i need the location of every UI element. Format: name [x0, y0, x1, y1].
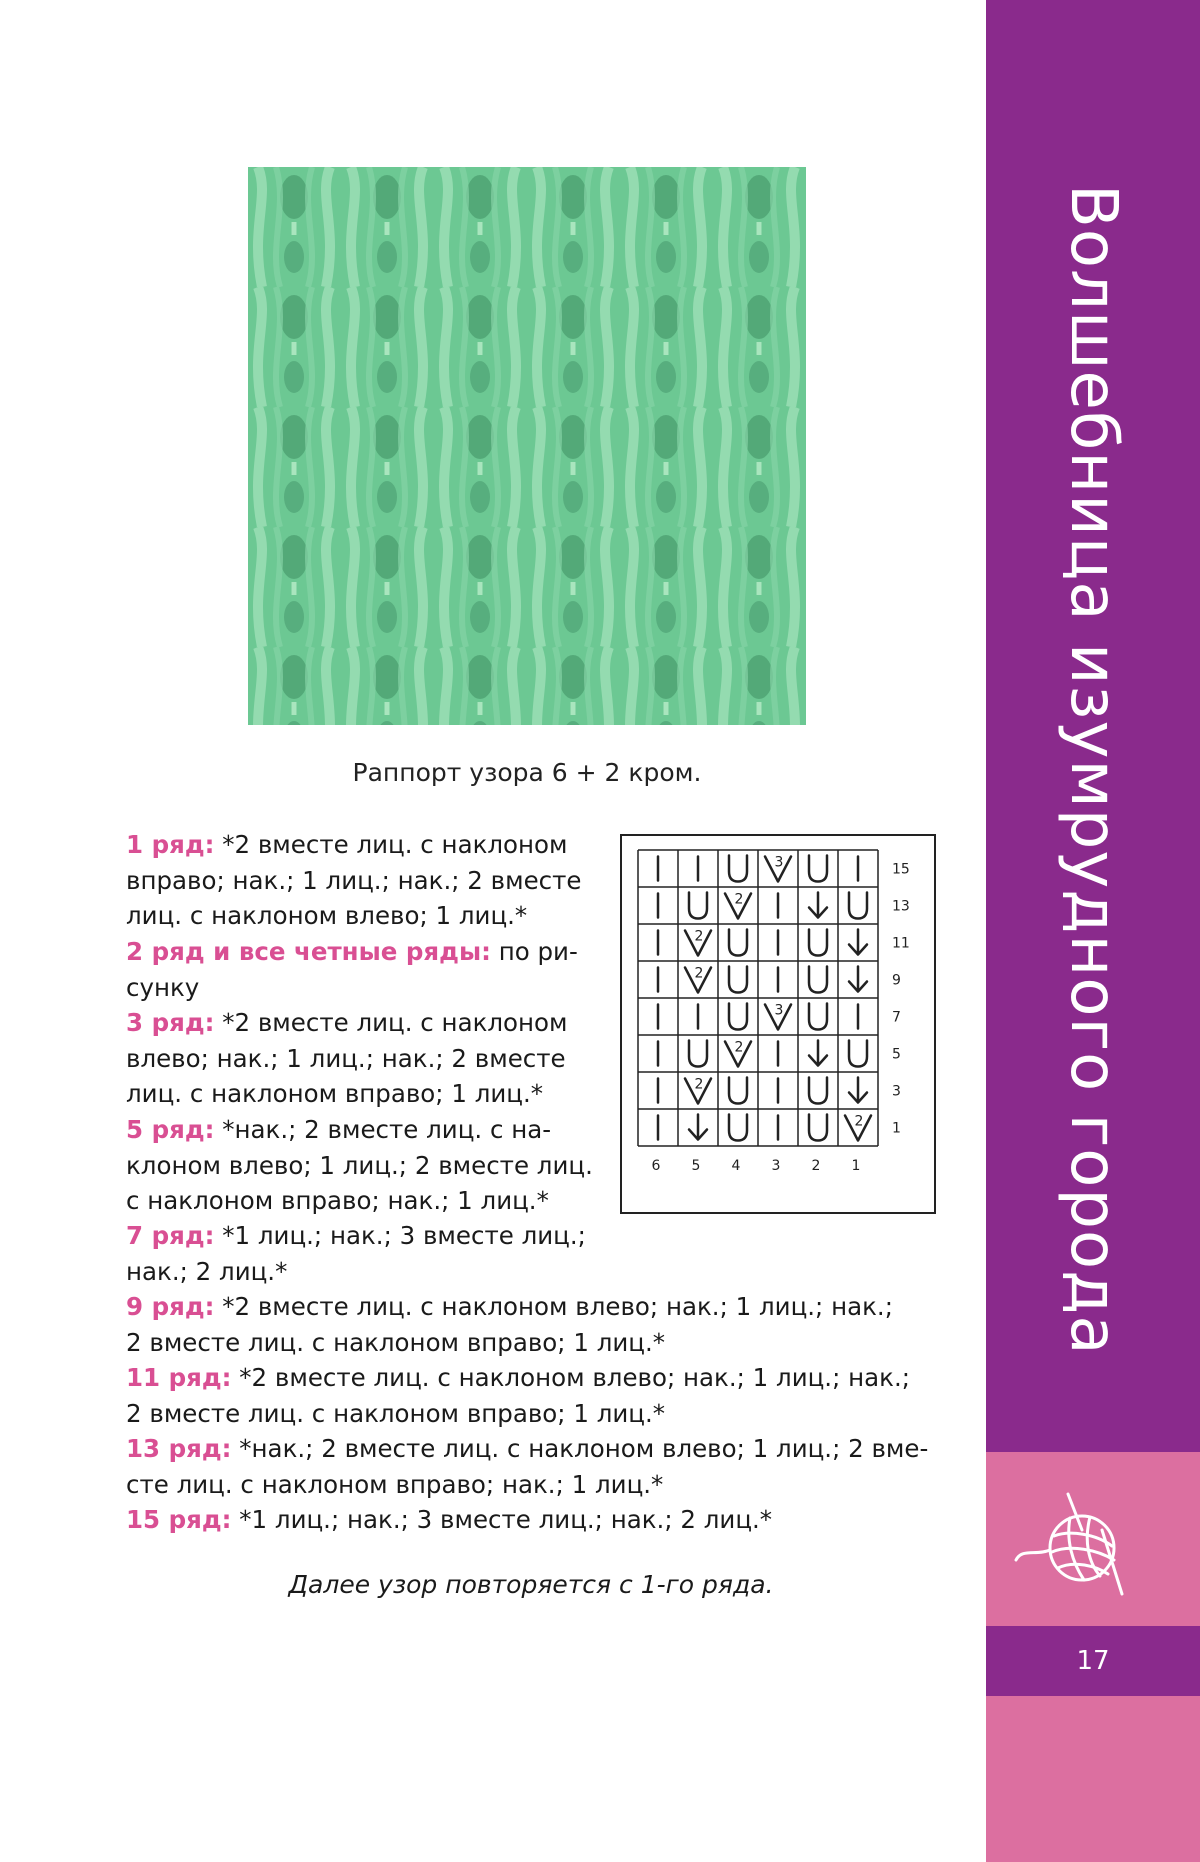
- row-text: клоном влево; 1 лиц.; 2 вместе лиц.: [126, 1150, 593, 1180]
- yarn-over-symbol: [809, 1115, 827, 1141]
- row-text: с наклоном вправо; нак.; 1 лиц.*: [126, 1186, 549, 1215]
- k-together-count: 2: [854, 1113, 864, 1130]
- chart-row-label: 3: [892, 1083, 901, 1100]
- chart-row-label: 11: [892, 935, 910, 952]
- k-together-count: 2: [694, 965, 704, 982]
- k-together-count: 2: [694, 928, 704, 945]
- yarn-over-symbol: [809, 1078, 827, 1104]
- decrease-arrow-symbol: [809, 893, 827, 918]
- row-label: 11 ряд:: [126, 1363, 232, 1392]
- row-text: *2 вместе лиц. с наклоном влево; нак.; 1 лиц.; нак.;: [239, 1363, 910, 1392]
- knitting-chart: [620, 834, 936, 1214]
- row-text: *2 вместе лиц. с наклоном влево; нак.; 1 лиц.; нак.;: [222, 1292, 893, 1321]
- row-text: *1 лиц.; нак.; 3 вместе лиц.;: [222, 1221, 586, 1250]
- yarn-over-symbol: [809, 967, 827, 993]
- swatch-photo: [248, 167, 806, 725]
- k-together-count: 3: [774, 1002, 784, 1019]
- row-text: сунку: [126, 972, 200, 1002]
- row-13-instruction: [126, 1431, 936, 1502]
- page-number: 17: [1076, 1646, 1110, 1676]
- chart-row-label: 13: [892, 898, 910, 915]
- row-text: лиц. с наклоном вправо; 1 лиц.*: [126, 1079, 544, 1108]
- decrease-arrow-symbol: [849, 930, 867, 955]
- k-together-count: 2: [734, 1039, 744, 1056]
- closing-note: Далее узор повторяется с 1-го ряда.: [288, 1570, 774, 1599]
- row-text: нак.; 2 лиц.*: [126, 1256, 288, 1286]
- row-label: 5 ряд:: [126, 1115, 215, 1144]
- yarn-over-symbol: [689, 1041, 707, 1067]
- page-number-bar: [986, 1626, 1200, 1696]
- row-text: 2 вместе лиц. с наклоном вправо; 1 лиц.*: [126, 1327, 665, 1357]
- chart-row-label: 9: [892, 972, 901, 989]
- chart-col-label: 1: [851, 1158, 861, 1174]
- k-together-count: 3: [774, 854, 784, 871]
- row-text: *2 вместе лиц. с наклоном: [222, 830, 568, 859]
- k-together-count: 2: [734, 891, 744, 908]
- row-label: 9 ряд:: [126, 1292, 215, 1321]
- row-5-instruction: [126, 1112, 593, 1219]
- row-text: вправо; нак.; 1 лиц.; нак.; 2 вместе: [126, 865, 582, 895]
- yarn-over-symbol: [849, 893, 867, 919]
- knitting-chart-grid: [622, 836, 934, 1212]
- yarn-over-symbol: [849, 1041, 867, 1067]
- yarn-over-symbol: [729, 930, 747, 956]
- chart-col-label: 5: [691, 1158, 701, 1174]
- chart-row-label: 7: [892, 1009, 901, 1026]
- row-label: 15 ряд:: [126, 1505, 232, 1534]
- row-text: *нак.; 2 вместе лиц. с на-: [222, 1115, 552, 1144]
- chart-col-label: 2: [811, 1158, 821, 1174]
- row-text: *2 вместе лиц. с наклоном: [222, 1008, 568, 1037]
- chart-row-label: 15: [892, 861, 910, 878]
- chart-col-label: 4: [731, 1158, 741, 1174]
- row-text: по ри-: [498, 937, 578, 966]
- row-text: *1 лиц.; нак.; 3 вместе лиц.; нак.; 2 лиц.*: [239, 1505, 773, 1534]
- yarn-over-symbol: [809, 1004, 827, 1030]
- row-2-instruction: [126, 934, 586, 1005]
- row-11-instruction: [126, 1360, 936, 1431]
- rapport-caption: Раппорт узора 6 + 2 кром.: [352, 758, 702, 787]
- yarn-over-symbol: [809, 856, 827, 882]
- sidebar-pink-footer: [986, 1696, 1200, 1862]
- row-label: 1 ряд:: [126, 830, 215, 859]
- yarn-over-symbol: [689, 893, 707, 919]
- yarn-over-symbol: [729, 856, 747, 882]
- row-7-instruction: [126, 1218, 586, 1289]
- row-label: 2 ряд и все четные ряды:: [126, 937, 491, 966]
- row-9-instruction: [126, 1289, 936, 1360]
- yarn-over-symbol: [729, 967, 747, 993]
- chart-row-label: 1: [892, 1120, 901, 1137]
- row-text: лиц. с наклоном влево; 1 лиц.*: [126, 901, 528, 930]
- decrease-arrow-symbol: [809, 1041, 827, 1066]
- yarn-over-symbol: [729, 1078, 747, 1104]
- knitted-lace-swatch-icon: [248, 167, 806, 725]
- row-1-instruction: [126, 827, 586, 934]
- row-15-instruction: [126, 1502, 936, 1538]
- row-label: 7 ряд:: [126, 1221, 215, 1250]
- decrease-arrow-symbol: [849, 967, 867, 992]
- row-3-instruction: [126, 1005, 586, 1112]
- row-text: *нак.; 2 вместе лиц. с наклоном влево; 1 лиц.; 2 вме-: [239, 1434, 929, 1463]
- sidebar-title: [986, 100, 1200, 1440]
- k-together-count: 2: [694, 1076, 704, 1093]
- yarn-over-symbol: [809, 930, 827, 956]
- yarn-ball-icon: [1010, 1490, 1130, 1600]
- row-text: влево; нак.; 1 лиц.; нак.; 2 вместе: [126, 1043, 566, 1073]
- chart-row-label: 5: [892, 1046, 901, 1063]
- decrease-arrow-symbol: [849, 1078, 867, 1103]
- chart-col-label: 6: [651, 1158, 661, 1174]
- row-text: 2 вместе лиц. с наклоном вправо; 1 лиц.*: [126, 1398, 665, 1428]
- row-label: 13 ряд:: [126, 1434, 232, 1463]
- pattern-title: Волшебница изумрудного города: [1056, 184, 1130, 1356]
- chart-col-label: 3: [771, 1158, 781, 1174]
- yarn-over-symbol: [729, 1115, 747, 1141]
- row-text: сте лиц. с наклоном вправо; нак.; 1 лиц.*: [126, 1469, 664, 1499]
- row-label: 3 ряд:: [126, 1008, 215, 1037]
- decrease-arrow-symbol: [689, 1115, 707, 1140]
- yarn-over-symbol: [729, 1004, 747, 1030]
